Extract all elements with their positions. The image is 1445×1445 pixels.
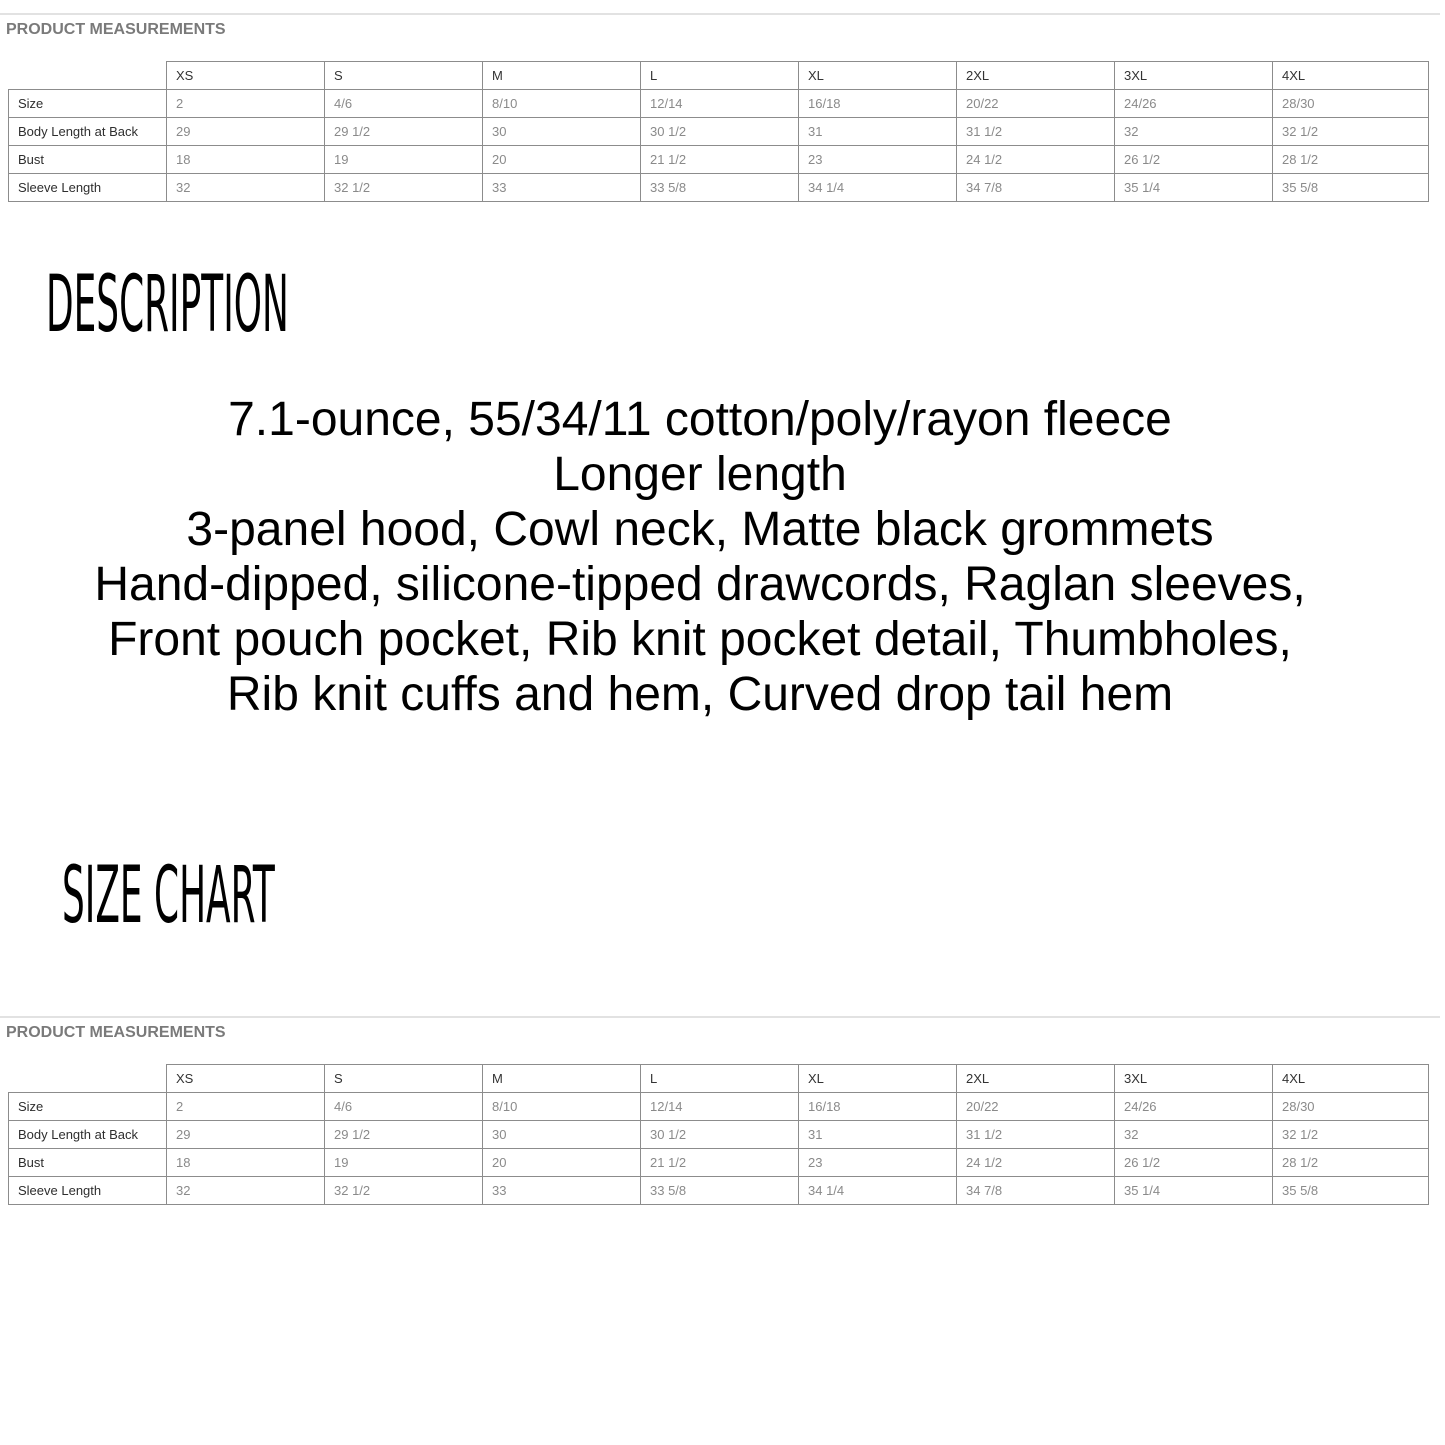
table-cell: 31 1/2 bbox=[957, 118, 1115, 146]
table-cell: 29 1/2 bbox=[325, 118, 483, 146]
table-cell: 32 1/2 bbox=[325, 174, 483, 202]
table-corner-cell bbox=[9, 1065, 167, 1093]
column-header: S bbox=[325, 1065, 483, 1093]
description-line: Front pouch pocket, Rib knit pocket detail, Thumbholes, bbox=[108, 613, 1292, 666]
table-corner-cell bbox=[9, 62, 167, 90]
table-cell: 20/22 bbox=[957, 90, 1115, 118]
table-cell: 33 bbox=[483, 1177, 641, 1205]
top-measurements-table bbox=[8, 61, 1429, 202]
table-cell: 34 7/8 bbox=[957, 174, 1115, 202]
table-cell: 32 bbox=[1115, 118, 1273, 146]
table-cell: 30 bbox=[483, 118, 641, 146]
table-cell: 12/14 bbox=[641, 1093, 799, 1121]
table-cell: 31 1/2 bbox=[957, 1121, 1115, 1149]
description-line: Longer length bbox=[553, 448, 847, 501]
row-label: Sleeve Length bbox=[9, 174, 167, 202]
column-header: 4XL bbox=[1273, 1065, 1429, 1093]
table-row bbox=[9, 1149, 1429, 1177]
column-header: M bbox=[483, 62, 641, 90]
table-cell: 20 bbox=[483, 1149, 641, 1177]
table-cell: 28/30 bbox=[1273, 90, 1429, 118]
table-row bbox=[9, 90, 1429, 118]
table-cell: 28/30 bbox=[1273, 1093, 1429, 1121]
table-cell: 16/18 bbox=[799, 1093, 957, 1121]
column-header: XL bbox=[799, 1065, 957, 1093]
table-cell: 35 5/8 bbox=[1273, 1177, 1429, 1205]
table-cell: 24 1/2 bbox=[957, 1149, 1115, 1177]
column-header: L bbox=[641, 1065, 799, 1093]
column-header: 2XL bbox=[957, 1065, 1115, 1093]
table-cell: 20 bbox=[483, 146, 641, 174]
bottom-measurements-table bbox=[8, 1064, 1429, 1205]
table-cell: 32 1/2 bbox=[1273, 1121, 1429, 1149]
table-cell: 29 1/2 bbox=[325, 1121, 483, 1149]
table-cell: 34 1/4 bbox=[799, 1177, 957, 1205]
row-label: Body Length at Back bbox=[9, 118, 167, 146]
table-cell: 35 5/8 bbox=[1273, 174, 1429, 202]
table-row bbox=[9, 174, 1429, 202]
table-cell: 32 bbox=[167, 174, 325, 202]
table-cell: 26 1/2 bbox=[1115, 1149, 1273, 1177]
table-cell: 32 1/2 bbox=[1273, 118, 1429, 146]
table-cell: 12/14 bbox=[641, 90, 799, 118]
table-cell: 4/6 bbox=[325, 90, 483, 118]
table-cell: 16/18 bbox=[799, 90, 957, 118]
table-cell: 20/22 bbox=[957, 1093, 1115, 1121]
row-label: Size bbox=[9, 90, 167, 118]
table-cell: 18 bbox=[167, 146, 325, 174]
table-row bbox=[9, 1177, 1429, 1205]
bottom-measurements-title: PRODUCT MEASUREMENTS bbox=[6, 1024, 226, 1041]
table-cell: 8/10 bbox=[483, 90, 641, 118]
table-cell: 34 1/4 bbox=[799, 174, 957, 202]
table-cell: 30 bbox=[483, 1121, 641, 1149]
table-cell: 2 bbox=[167, 1093, 325, 1121]
table-cell: 24 1/2 bbox=[957, 146, 1115, 174]
table-cell: 35 1/4 bbox=[1115, 174, 1273, 202]
table-cell: 21 1/2 bbox=[641, 146, 799, 174]
bottom-divider bbox=[0, 1016, 1440, 1018]
table-cell: 24/26 bbox=[1115, 1093, 1273, 1121]
description-line: Rib knit cuffs and hem, Curved drop tail hem bbox=[226, 668, 1174, 721]
table-header-row bbox=[9, 62, 1429, 90]
table-row bbox=[9, 146, 1429, 174]
column-header: 4XL bbox=[1273, 62, 1429, 90]
table-cell: 31 bbox=[799, 118, 957, 146]
table-cell: 28 1/2 bbox=[1273, 1149, 1429, 1177]
table-cell: 26 1/2 bbox=[1115, 146, 1273, 174]
column-header: 2XL bbox=[957, 62, 1115, 90]
table-row bbox=[9, 118, 1429, 146]
table-cell: 33 5/8 bbox=[641, 174, 799, 202]
table-cell: 23 bbox=[799, 146, 957, 174]
table-cell: 32 1/2 bbox=[325, 1177, 483, 1205]
table-cell: 23 bbox=[799, 1149, 957, 1177]
table-cell: 19 bbox=[325, 146, 483, 174]
description-line: 3-panel hood, Cowl neck, Matte black grommets bbox=[186, 503, 1214, 556]
description-line: Hand-dipped, silicone-tipped drawcords, Raglan sleeves, bbox=[94, 558, 1306, 611]
column-header: 3XL bbox=[1115, 1065, 1273, 1093]
column-header: S bbox=[325, 62, 483, 90]
table-cell: 29 bbox=[167, 1121, 325, 1149]
column-header: L bbox=[641, 62, 799, 90]
table-cell: 34 7/8 bbox=[957, 1177, 1115, 1205]
table-cell: 2 bbox=[167, 90, 325, 118]
table-cell: 30 1/2 bbox=[641, 118, 799, 146]
description-line: 7.1-ounce, 55/34/11 cotton/poly/rayon fleece bbox=[228, 393, 1172, 446]
row-label: Size bbox=[9, 1093, 167, 1121]
row-label: Body Length at Back bbox=[9, 1121, 167, 1149]
table-cell: 33 5/8 bbox=[641, 1177, 799, 1205]
description-heading: DESCRIPTION bbox=[46, 260, 289, 350]
table-row bbox=[9, 1093, 1429, 1121]
table-cell: 31 bbox=[799, 1121, 957, 1149]
table-cell: 30 1/2 bbox=[641, 1121, 799, 1149]
table-header-row bbox=[9, 1065, 1429, 1093]
table-cell: 21 1/2 bbox=[641, 1149, 799, 1177]
table-cell: 4/6 bbox=[325, 1093, 483, 1121]
top-divider bbox=[0, 13, 1440, 15]
top-measurements-title: PRODUCT MEASUREMENTS bbox=[6, 21, 226, 38]
table-cell: 29 bbox=[167, 118, 325, 146]
column-header: 3XL bbox=[1115, 62, 1273, 90]
column-header: XS bbox=[167, 62, 325, 90]
column-header: XL bbox=[799, 62, 957, 90]
table-cell: 28 1/2 bbox=[1273, 146, 1429, 174]
size-chart-heading: SIZE CHART bbox=[62, 851, 275, 941]
column-header: XS bbox=[167, 1065, 325, 1093]
row-label: Bust bbox=[9, 1149, 167, 1177]
table-cell: 32 bbox=[1115, 1121, 1273, 1149]
table-cell: 33 bbox=[483, 174, 641, 202]
table-cell: 24/26 bbox=[1115, 90, 1273, 118]
table-cell: 18 bbox=[167, 1149, 325, 1177]
column-header: M bbox=[483, 1065, 641, 1093]
table-cell: 35 1/4 bbox=[1115, 1177, 1273, 1205]
table-cell: 32 bbox=[167, 1177, 325, 1205]
row-label: Sleeve Length bbox=[9, 1177, 167, 1205]
table-cell: 8/10 bbox=[483, 1093, 641, 1121]
table-row bbox=[9, 1121, 1429, 1149]
table-cell: 19 bbox=[325, 1149, 483, 1177]
row-label: Bust bbox=[9, 146, 167, 174]
description-body bbox=[0, 392, 1400, 722]
